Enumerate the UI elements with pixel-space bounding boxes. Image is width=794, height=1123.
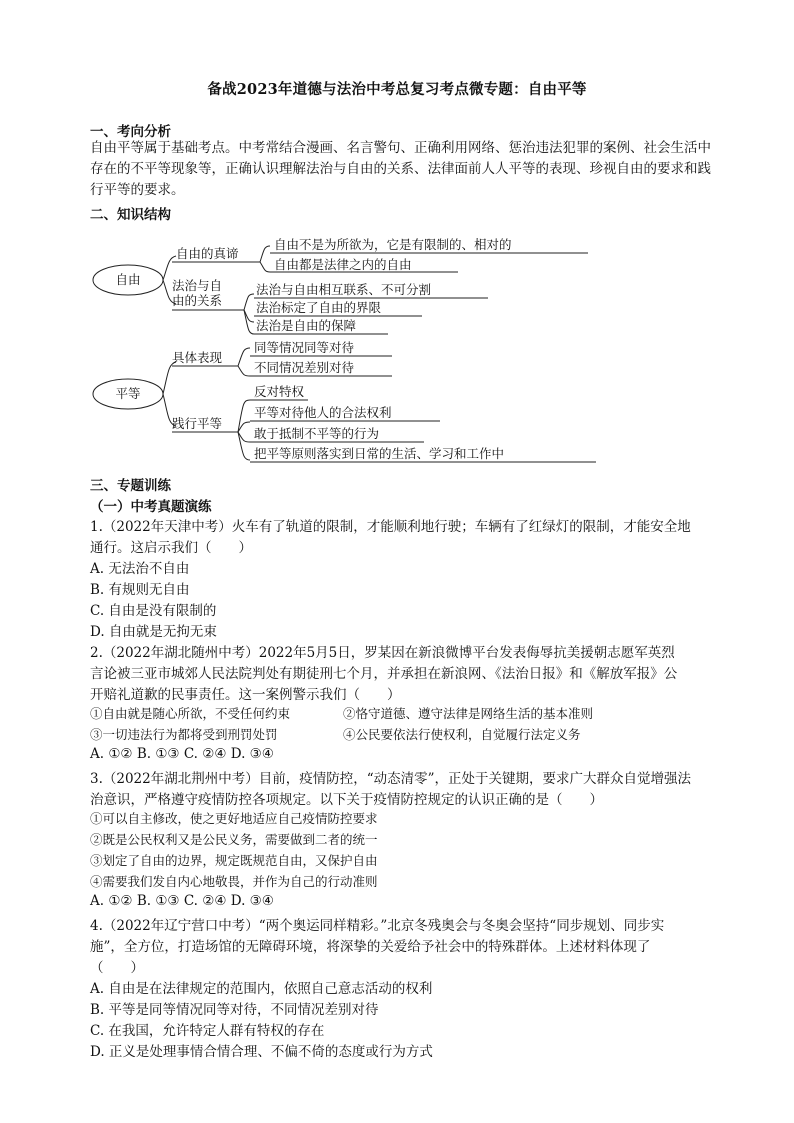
page-title: 备战2023年道德与法治中考总复习考点微专题：自由平等 — [207, 81, 587, 98]
question-4-option: B. 平等是同等情况同等对待，不同情况差别对待 — [90, 1002, 379, 1018]
equality-item: 敢于抵制不平等的行为 — [254, 426, 380, 441]
analysis-paragraph: 自由平等属于基础考点。中考常结合漫画、名言警句、正确利用网络、惩治违法犯罪的案例、社会生活中存在的不平等现象等，正确认识理解法治与自由的关系、法律面前人人平等的表现、珍视自由的要求和践行平等的要求。 — [90, 140, 711, 198]
question-2-item: ③一切违法行为都将受到刑罚处罚 — [90, 727, 278, 742]
knowledge-structure-diagram — [88, 228, 618, 468]
question-2-answers: A. ①② B. ①③ C. ②④ D. ③④ — [90, 746, 274, 762]
question-2-item: ②恪守道德、遵守法律是网络生活的基本准则 — [343, 706, 594, 721]
question-4-stem: 4.（2022年辽宁营口中考）“两个奥运同样精彩。”北京冬残奥会与冬奥会坚持“同步规划、同步实 — [90, 918, 665, 934]
equality-item: 把平等原则落实到日常的生活、学习和工作中 — [254, 446, 505, 461]
question-3-item: ③划定了自由的边界，规定既规范自由，又保护自由 — [90, 853, 378, 868]
question-4-option: D. 正义是处理事情合情合理、不偏不倚的态度或行为方式 — [90, 1044, 433, 1060]
question-2-stem: 言论被三亚市城郊人民法院判处有期徒刑七个月，并承担在新浪网、《法治日报》和《解放军报》公 — [90, 666, 678, 682]
question-3-item: ②既是公民权利又是公民义务，需要做到二者的统一 — [90, 832, 378, 847]
equality-item: 平等对待他人的合法权利 — [254, 405, 392, 420]
question-1-option: A. 无法治不自由 — [90, 561, 190, 577]
question-2-stem: 2.（2022年湖北随州中考）2022年5月5日，罗某因在新浪微博平台发表侮辱抗美援朝志愿军英烈 — [90, 645, 675, 661]
question-3-item: ①可以自主修改，使之更好地适应自己疫情防控要求 — [90, 811, 378, 826]
equality-item: 不同情况差别对待 — [254, 360, 355, 375]
question-3-item: ④需要我们发自内心地敬畏，并作为自己的行动准则 — [90, 874, 378, 889]
equality-root-label: 平等 — [115, 386, 141, 401]
question-3-answers: A. ①② B. ①③ C. ②④ D. ③④ — [90, 893, 274, 909]
subsection-heading-exam: （一）中考真题演练 — [90, 499, 212, 515]
question-2-item: ④公民要依法行使权利，自觉履行法定义务 — [343, 727, 581, 742]
question-1-stem: 通行。这启示我们（ ） — [90, 540, 252, 556]
freedom-item: 自由都是法律之内的自由 — [274, 257, 412, 272]
section-heading-analysis: 一、考向分析 — [90, 124, 171, 140]
question-4-stem: （ ） — [90, 960, 144, 976]
question-1-option: C. 自由是没有限制的 — [90, 603, 217, 619]
freedom-branch2-label-line1: 法治与自 — [172, 278, 223, 293]
freedom-item: 法治与自由相互联系、不可分割 — [256, 282, 432, 297]
question-2-item: ①自由就是随心所欲，不受任何约束 — [90, 706, 291, 721]
question-1-option: D. 自由就是无拘无束 — [90, 624, 217, 640]
section-heading-structure: 二、知识结构 — [90, 207, 171, 223]
question-2-stem: 开赔礼道歉的民事责任。这一案例警示我们（ ） — [90, 687, 401, 703]
question-3-stem: 治意识，严格遵守疫情防控各项规定。以下关于疫情防控规定的认识正确的是（ ） — [90, 792, 603, 808]
freedom-item: 自由不是为所欲为，它是有限制的、相对的 — [274, 237, 512, 252]
freedom-branch2-label-line2: 由的关系 — [172, 293, 223, 308]
equality-branch1-label: 具体表现 — [172, 350, 223, 365]
freedom-branch1-label: 自由的真谛 — [176, 246, 239, 261]
freedom-item: 法治标定了自由的界限 — [256, 300, 382, 315]
question-4-option: A. 自由是在法律规定的范围内，依照自己意志活动的权利 — [90, 981, 433, 997]
question-3-stem: 3.（2022年湖北荆州中考）目前，疫情防控，“动态清零”，正处于关键期，要求广大群众自觉增强法 — [90, 771, 692, 787]
freedom-item: 法治是自由的保障 — [256, 318, 357, 333]
question-1-stem: 1.（2022年天津中考）火车有了轨道的限制，才能顺利地行驶；车辆有了红绿灯的限制，才能安全地 — [90, 519, 691, 535]
freedom-root-label: 自由 — [115, 272, 141, 287]
equality-branch2-label: 践行平等 — [172, 416, 223, 431]
question-1-option: B. 有规则无自由 — [90, 582, 190, 598]
question-4-stem: 施”，全方位，打造场馆的无障碍环境，将深挚的关爱给予社会中的特殊群体。上述材料体现了 — [90, 939, 651, 955]
question-4-option: C. 在我国，允许特定人群有特权的存在 — [90, 1023, 325, 1039]
equality-item: 反对特权 — [254, 384, 305, 399]
equality-item: 同等情况同等对待 — [254, 340, 355, 355]
section-heading-training: 三、专题训练 — [90, 478, 171, 494]
